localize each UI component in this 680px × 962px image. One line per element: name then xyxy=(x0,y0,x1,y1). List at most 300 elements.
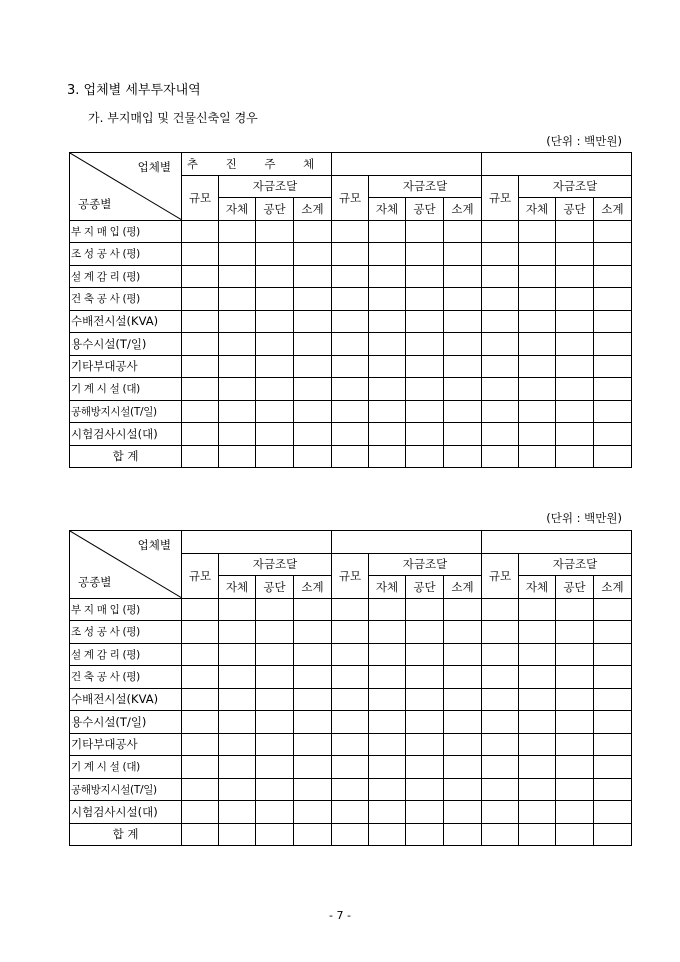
value-cell[interactable] xyxy=(256,756,294,779)
value-cell[interactable] xyxy=(182,400,219,423)
value-cell[interactable] xyxy=(444,220,482,243)
value-cell[interactable] xyxy=(332,643,369,666)
value-cell[interactable] xyxy=(182,688,219,711)
value-cell[interactable] xyxy=(556,711,594,734)
table-row xyxy=(70,265,632,288)
value-cell[interactable] xyxy=(482,378,519,401)
value-cell[interactable] xyxy=(219,265,256,288)
total-value-cell[interactable] xyxy=(256,823,294,846)
value-cell[interactable] xyxy=(182,220,219,243)
value-cell[interactable] xyxy=(406,733,444,756)
value-cell[interactable] xyxy=(444,621,482,644)
value-cell[interactable] xyxy=(182,598,219,621)
value-cell[interactable] xyxy=(369,265,406,288)
table-row xyxy=(70,733,632,756)
subcol-header-cell: 소계 xyxy=(294,198,332,221)
value-cell[interactable] xyxy=(256,220,294,243)
value-cell[interactable] xyxy=(332,801,369,824)
value-cell[interactable] xyxy=(369,423,406,446)
value-cell[interactable] xyxy=(519,423,556,446)
value-cell[interactable] xyxy=(294,733,332,756)
value-cell[interactable] xyxy=(256,378,294,401)
value-cell[interactable] xyxy=(182,333,219,356)
value-cell[interactable] xyxy=(594,666,632,689)
value-cell[interactable] xyxy=(256,423,294,446)
value-cell[interactable] xyxy=(294,643,332,666)
total-value-cell[interactable] xyxy=(482,445,519,468)
value-cell[interactable] xyxy=(556,598,594,621)
value-cell[interactable] xyxy=(556,220,594,243)
value-cell[interactable] xyxy=(594,288,632,311)
value-cell[interactable] xyxy=(332,333,369,356)
value-cell[interactable] xyxy=(294,598,332,621)
value-cell[interactable] xyxy=(406,643,444,666)
value-cell[interactable] xyxy=(332,733,369,756)
value-cell[interactable] xyxy=(332,400,369,423)
value-cell[interactable] xyxy=(482,801,519,824)
value-cell[interactable] xyxy=(556,733,594,756)
total-value-cell[interactable] xyxy=(256,445,294,468)
value-cell[interactable] xyxy=(219,621,256,644)
value-cell[interactable] xyxy=(369,621,406,644)
value-cell[interactable] xyxy=(482,355,519,378)
corner-top-label: 업체별 xyxy=(137,538,171,552)
entity-header-cell xyxy=(332,531,482,554)
table-row xyxy=(70,711,632,734)
value-cell[interactable] xyxy=(406,778,444,801)
value-cell[interactable] xyxy=(369,688,406,711)
total-value-cell[interactable] xyxy=(332,823,369,846)
value-cell[interactable] xyxy=(219,666,256,689)
value-cell[interactable] xyxy=(256,711,294,734)
value-cell[interactable] xyxy=(182,801,219,824)
value-cell[interactable] xyxy=(182,733,219,756)
investment-table-1 xyxy=(69,152,632,468)
value-cell[interactable] xyxy=(332,310,369,333)
value-cell[interactable] xyxy=(482,598,519,621)
value-cell[interactable] xyxy=(182,243,219,266)
value-cell[interactable] xyxy=(219,598,256,621)
total-value-cell[interactable] xyxy=(294,823,332,846)
value-cell[interactable] xyxy=(332,265,369,288)
table-row xyxy=(70,310,632,333)
value-cell[interactable] xyxy=(594,733,632,756)
value-cell[interactable] xyxy=(406,265,444,288)
value-cell[interactable] xyxy=(444,711,482,734)
value-cell[interactable] xyxy=(556,643,594,666)
value-cell[interactable] xyxy=(332,621,369,644)
row-label: 조 성 공 사 (평) xyxy=(70,243,182,266)
value-cell[interactable] xyxy=(519,378,556,401)
table-row xyxy=(70,423,632,446)
header-row-entity xyxy=(70,531,632,554)
total-value-cell[interactable] xyxy=(219,823,256,846)
value-cell[interactable] xyxy=(182,666,219,689)
value-cell[interactable] xyxy=(332,711,369,734)
value-cell[interactable] xyxy=(519,220,556,243)
value-cell[interactable] xyxy=(406,688,444,711)
value-cell[interactable] xyxy=(519,265,556,288)
value-cell[interactable] xyxy=(482,310,519,333)
value-cell[interactable] xyxy=(294,333,332,356)
total-value-cell[interactable] xyxy=(369,445,406,468)
value-cell[interactable] xyxy=(294,711,332,734)
value-cell[interactable] xyxy=(256,643,294,666)
value-cell[interactable] xyxy=(594,756,632,779)
value-cell[interactable] xyxy=(594,621,632,644)
value-cell[interactable] xyxy=(406,711,444,734)
value-cell[interactable] xyxy=(482,333,519,356)
value-cell[interactable] xyxy=(182,621,219,644)
value-cell[interactable] xyxy=(556,400,594,423)
scale-header-cell: 규모 xyxy=(482,175,519,220)
value-cell[interactable] xyxy=(219,288,256,311)
value-cell[interactable] xyxy=(369,711,406,734)
value-cell[interactable] xyxy=(182,643,219,666)
value-cell[interactable] xyxy=(256,666,294,689)
value-cell[interactable] xyxy=(519,688,556,711)
value-cell[interactable] xyxy=(369,333,406,356)
value-cell[interactable] xyxy=(332,220,369,243)
value-cell[interactable] xyxy=(406,288,444,311)
value-cell[interactable] xyxy=(294,756,332,779)
value-cell[interactable] xyxy=(332,378,369,401)
value-cell[interactable] xyxy=(519,333,556,356)
value-cell[interactable] xyxy=(182,756,219,779)
total-label: 합 계 xyxy=(70,445,182,468)
value-cell[interactable] xyxy=(444,355,482,378)
value-cell[interactable] xyxy=(219,733,256,756)
value-cell[interactable] xyxy=(594,801,632,824)
value-cell[interactable] xyxy=(332,756,369,779)
entity-header-cell xyxy=(182,531,332,554)
value-cell[interactable] xyxy=(369,666,406,689)
value-cell[interactable] xyxy=(556,423,594,446)
value-cell[interactable] xyxy=(444,400,482,423)
value-cell[interactable] xyxy=(369,310,406,333)
row-label: 기 계 시 설 (대) xyxy=(70,756,182,779)
table-row xyxy=(70,778,632,801)
value-cell[interactable] xyxy=(406,220,444,243)
value-cell[interactable] xyxy=(182,423,219,446)
subcol-header-cell: 자체 xyxy=(519,576,556,599)
value-cell[interactable] xyxy=(594,355,632,378)
value-cell[interactable] xyxy=(219,333,256,356)
value-cell[interactable] xyxy=(594,598,632,621)
value-cell[interactable] xyxy=(294,801,332,824)
value-cell[interactable] xyxy=(219,711,256,734)
value-cell[interactable] xyxy=(519,711,556,734)
value-cell[interactable] xyxy=(406,423,444,446)
value-cell[interactable] xyxy=(219,378,256,401)
value-cell[interactable] xyxy=(594,400,632,423)
value-cell[interactable] xyxy=(519,756,556,779)
value-cell[interactable] xyxy=(594,310,632,333)
value-cell[interactable] xyxy=(332,288,369,311)
value-cell[interactable] xyxy=(332,243,369,266)
value-cell[interactable] xyxy=(519,643,556,666)
header-row-entity xyxy=(70,153,632,176)
value-cell[interactable] xyxy=(219,243,256,266)
value-cell[interactable] xyxy=(406,756,444,779)
value-cell[interactable] xyxy=(406,333,444,356)
value-cell[interactable] xyxy=(294,400,332,423)
value-cell[interactable] xyxy=(519,288,556,311)
investment-table-2 xyxy=(69,530,632,846)
value-cell[interactable] xyxy=(219,220,256,243)
total-value-cell[interactable] xyxy=(332,445,369,468)
funding-header-cell: 자금조달 xyxy=(519,175,632,198)
value-cell[interactable] xyxy=(294,265,332,288)
value-cell[interactable] xyxy=(594,333,632,356)
total-value-cell[interactable] xyxy=(594,445,632,468)
value-cell[interactable] xyxy=(369,288,406,311)
value-cell[interactable] xyxy=(444,310,482,333)
value-cell[interactable] xyxy=(256,333,294,356)
value-cell[interactable] xyxy=(294,355,332,378)
value-cell[interactable] xyxy=(444,801,482,824)
value-cell[interactable] xyxy=(482,423,519,446)
value-cell[interactable] xyxy=(519,733,556,756)
value-cell[interactable] xyxy=(519,598,556,621)
value-cell[interactable] xyxy=(594,711,632,734)
value-cell[interactable] xyxy=(444,643,482,666)
value-cell[interactable] xyxy=(369,778,406,801)
value-cell[interactable] xyxy=(444,378,482,401)
value-cell[interactable] xyxy=(406,378,444,401)
entity-header-cell xyxy=(482,153,632,176)
value-cell[interactable] xyxy=(182,711,219,734)
value-cell[interactable] xyxy=(369,733,406,756)
value-cell[interactable] xyxy=(256,243,294,266)
value-cell[interactable] xyxy=(482,643,519,666)
value-cell[interactable] xyxy=(256,733,294,756)
value-cell[interactable] xyxy=(556,621,594,644)
row-label: 용수시설(T/일) xyxy=(70,711,182,734)
value-cell[interactable] xyxy=(294,688,332,711)
value-cell[interactable] xyxy=(256,801,294,824)
value-cell[interactable] xyxy=(256,310,294,333)
value-cell[interactable] xyxy=(444,288,482,311)
value-cell[interactable] xyxy=(219,778,256,801)
value-cell[interactable] xyxy=(406,243,444,266)
value-cell[interactable] xyxy=(294,243,332,266)
subcol-header-cell: 소계 xyxy=(594,576,632,599)
value-cell[interactable] xyxy=(219,801,256,824)
value-cell[interactable] xyxy=(444,243,482,266)
value-cell[interactable] xyxy=(482,621,519,644)
value-cell[interactable] xyxy=(406,666,444,689)
value-cell[interactable] xyxy=(219,756,256,779)
value-cell[interactable] xyxy=(519,243,556,266)
value-cell[interactable] xyxy=(219,310,256,333)
value-cell[interactable] xyxy=(369,756,406,779)
value-cell[interactable] xyxy=(444,733,482,756)
value-cell[interactable] xyxy=(406,801,444,824)
scale-header-cell: 규모 xyxy=(332,175,369,220)
value-cell[interactable] xyxy=(369,243,406,266)
value-cell[interactable] xyxy=(332,355,369,378)
value-cell[interactable] xyxy=(294,288,332,311)
total-value-cell[interactable] xyxy=(556,823,594,846)
value-cell[interactable] xyxy=(294,666,332,689)
total-value-cell[interactable] xyxy=(556,445,594,468)
value-cell[interactable] xyxy=(182,288,219,311)
value-cell[interactable] xyxy=(256,621,294,644)
value-cell[interactable] xyxy=(294,378,332,401)
value-cell[interactable] xyxy=(444,688,482,711)
value-cell[interactable] xyxy=(519,621,556,644)
table-row xyxy=(70,621,632,644)
value-cell[interactable] xyxy=(294,310,332,333)
table-row xyxy=(70,288,632,311)
value-cell[interactable] xyxy=(594,220,632,243)
value-cell[interactable] xyxy=(256,288,294,311)
value-cell[interactable] xyxy=(256,688,294,711)
value-cell[interactable] xyxy=(369,400,406,423)
value-cell[interactable] xyxy=(332,666,369,689)
value-cell[interactable] xyxy=(482,243,519,266)
value-cell[interactable] xyxy=(594,423,632,446)
total-value-cell[interactable] xyxy=(182,823,219,846)
value-cell[interactable] xyxy=(369,801,406,824)
value-cell[interactable] xyxy=(444,423,482,446)
value-cell[interactable] xyxy=(594,378,632,401)
total-value-cell[interactable] xyxy=(406,445,444,468)
value-cell[interactable] xyxy=(556,333,594,356)
value-cell[interactable] xyxy=(556,243,594,266)
table-row xyxy=(70,756,632,779)
value-cell[interactable] xyxy=(332,688,369,711)
total-value-cell[interactable] xyxy=(294,445,332,468)
total-value-cell[interactable] xyxy=(219,445,256,468)
value-cell[interactable] xyxy=(294,423,332,446)
value-cell[interactable] xyxy=(369,598,406,621)
table-row xyxy=(70,243,632,266)
value-cell[interactable] xyxy=(556,310,594,333)
total-value-cell[interactable] xyxy=(182,445,219,468)
value-cell[interactable] xyxy=(482,220,519,243)
value-cell[interactable] xyxy=(182,355,219,378)
total-value-cell[interactable] xyxy=(519,823,556,846)
value-cell[interactable] xyxy=(594,243,632,266)
total-value-cell[interactable] xyxy=(519,445,556,468)
entity-header-cell: 추 진 주 체 xyxy=(182,153,332,176)
value-cell[interactable] xyxy=(406,310,444,333)
funding-header-cell: 자금조달 xyxy=(519,553,632,576)
value-cell[interactable] xyxy=(519,778,556,801)
value-cell[interactable] xyxy=(294,220,332,243)
value-cell[interactable] xyxy=(556,378,594,401)
value-cell[interactable] xyxy=(182,778,219,801)
value-cell[interactable] xyxy=(594,643,632,666)
value-cell[interactable] xyxy=(482,733,519,756)
subcol-header-cell: 공단 xyxy=(256,576,294,599)
value-cell[interactable] xyxy=(294,778,332,801)
value-cell[interactable] xyxy=(556,355,594,378)
value-cell[interactable] xyxy=(182,310,219,333)
value-cell[interactable] xyxy=(219,643,256,666)
subcol-header-cell: 소계 xyxy=(444,198,482,221)
value-cell[interactable] xyxy=(369,355,406,378)
value-cell[interactable] xyxy=(482,756,519,779)
value-cell[interactable] xyxy=(444,598,482,621)
value-cell[interactable] xyxy=(406,598,444,621)
value-cell[interactable] xyxy=(594,688,632,711)
total-row xyxy=(70,445,632,468)
value-cell[interactable] xyxy=(332,423,369,446)
value-cell[interactable] xyxy=(369,220,406,243)
value-cell[interactable] xyxy=(519,355,556,378)
value-cell[interactable] xyxy=(406,400,444,423)
value-cell[interactable] xyxy=(519,400,556,423)
value-cell[interactable] xyxy=(519,310,556,333)
total-value-cell[interactable] xyxy=(369,823,406,846)
total-value-cell[interactable] xyxy=(406,823,444,846)
value-cell[interactable] xyxy=(256,265,294,288)
value-cell[interactable] xyxy=(482,288,519,311)
value-cell[interactable] xyxy=(444,756,482,779)
value-cell[interactable] xyxy=(519,801,556,824)
value-cell[interactable] xyxy=(482,400,519,423)
value-cell[interactable] xyxy=(219,423,256,446)
value-cell[interactable] xyxy=(406,355,444,378)
value-cell[interactable] xyxy=(369,378,406,401)
value-cell[interactable] xyxy=(256,355,294,378)
total-label: 합 계 xyxy=(70,823,182,846)
value-cell[interactable] xyxy=(482,778,519,801)
value-cell[interactable] xyxy=(256,598,294,621)
value-cell[interactable] xyxy=(444,778,482,801)
value-cell[interactable] xyxy=(219,400,256,423)
value-cell[interactable] xyxy=(556,756,594,779)
value-cell[interactable] xyxy=(482,711,519,734)
value-cell[interactable] xyxy=(556,666,594,689)
value-cell[interactable] xyxy=(594,265,632,288)
value-cell[interactable] xyxy=(256,400,294,423)
value-cell[interactable] xyxy=(294,621,332,644)
value-cell[interactable] xyxy=(519,666,556,689)
value-cell[interactable] xyxy=(482,688,519,711)
value-cell[interactable] xyxy=(219,688,256,711)
value-cell[interactable] xyxy=(556,288,594,311)
total-value-cell[interactable] xyxy=(594,823,632,846)
value-cell[interactable] xyxy=(556,265,594,288)
value-cell[interactable] xyxy=(556,801,594,824)
value-cell[interactable] xyxy=(332,778,369,801)
total-value-cell[interactable] xyxy=(482,823,519,846)
value-cell[interactable] xyxy=(556,778,594,801)
value-cell[interactable] xyxy=(406,621,444,644)
value-cell[interactable] xyxy=(594,778,632,801)
total-value-cell[interactable] xyxy=(444,445,482,468)
value-cell[interactable] xyxy=(556,688,594,711)
value-cell[interactable] xyxy=(444,333,482,356)
total-value-cell[interactable] xyxy=(444,823,482,846)
value-cell[interactable] xyxy=(482,265,519,288)
row-label: 부 지 매 입 (평) xyxy=(70,598,182,621)
value-cell[interactable] xyxy=(444,666,482,689)
value-cell[interactable] xyxy=(369,643,406,666)
value-cell[interactable] xyxy=(182,378,219,401)
value-cell[interactable] xyxy=(256,778,294,801)
value-cell[interactable] xyxy=(332,598,369,621)
value-cell[interactable] xyxy=(219,355,256,378)
value-cell[interactable] xyxy=(444,265,482,288)
section-heading: 3. 업체별 세부투자내역 xyxy=(67,83,201,98)
value-cell[interactable] xyxy=(182,265,219,288)
value-cell[interactable] xyxy=(482,666,519,689)
